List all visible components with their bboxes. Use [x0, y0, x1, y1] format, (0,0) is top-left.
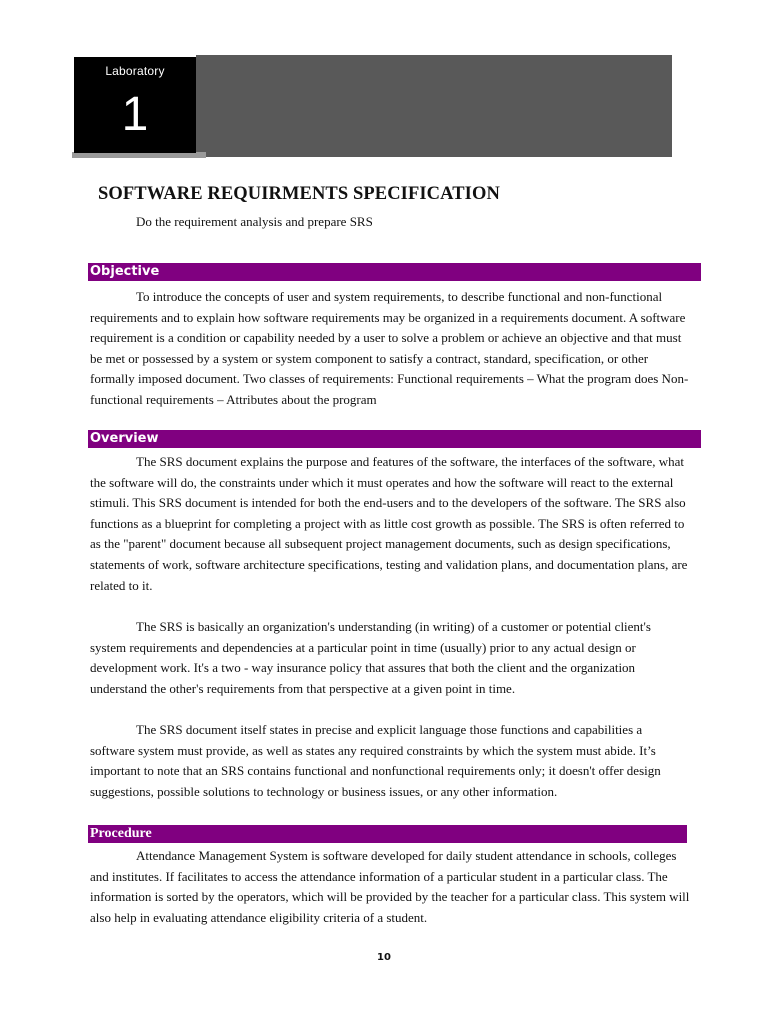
- overview-paragraph: The SRS is basically an organization's understanding (in writing) of a customer or potential client's system requirements and dependencies at a particular point in time (usually) prior to any actual design or development work. It's a two - way insurance policy that assures that both the client and the organization understand the other's requirements from that perspective at a given point in time.: [90, 619, 651, 696]
- objective-heading: Objective: [88, 263, 701, 281]
- document-subtitle: Do the requirement analysis and prepare SRS: [136, 214, 373, 229]
- overview-heading: Overview: [88, 430, 701, 448]
- laboratory-label: Laboratory: [105, 64, 165, 78]
- laboratory-box: [74, 57, 196, 153]
- objective-paragraph: To introduce the concepts of user and system requirements, to describe functional and non-functional requirements and to explain how software requirements may be organized in a requirements document. A software requirement is a condition or capability needed by a user to solve a problem or achieve an objective and that must be met or possessed by a system or system component to satisfy a contract, standard, specification, or other formally imposed document. Two classes of requirements: Functional requirements – What the program does Non-functional requirements – Attributes about the program: [90, 289, 689, 407]
- document-title: SOFTWARE REQUIRMENTS SPECIFICATION: [98, 184, 500, 204]
- procedure-paragraph: Attendance Management System is software developed for daily student attendance in schools, colleges and institutes. If facilitates to access the attendance information of a particular student in a particular class. The information is sorted by the operators, which will be provided by the teacher for a particular class. This system will also help in evaluating attendance eligibility criteria of a student.: [90, 848, 690, 925]
- header-banner: [196, 55, 672, 157]
- overview-paragraph: The SRS document itself states in precise and explicit language those functions and capabilities a software system must provide, as well as states any required constraints by which the system must abide. It’s important to note that an SRS contains functional and nonfunctional requirements only; it doesn't offer design suggestions, possible solutions to technology or business issues, or any other information.: [90, 722, 661, 799]
- procedure-heading: Procedure: [88, 825, 687, 843]
- page-number: 10: [377, 952, 391, 963]
- overview-paragraph: The SRS document explains the purpose and features of the software, the interfaces of the software, what the software will do, the constraints under which it must operates and how the software will react to the external stimuli. This SRS document is intended for both the end-users and to the developers of the software. The SRS also functions as a blueprint for completing a project with as little cost growth as possible. The SRS is often referred to as the "parent" document because all subsequent project management documents, such as design specifications, statements of work, software architecture specifications, testing and validation plans, and documentation plans, are related to it.: [90, 454, 688, 593]
- laboratory-number: 1: [121, 88, 149, 141]
